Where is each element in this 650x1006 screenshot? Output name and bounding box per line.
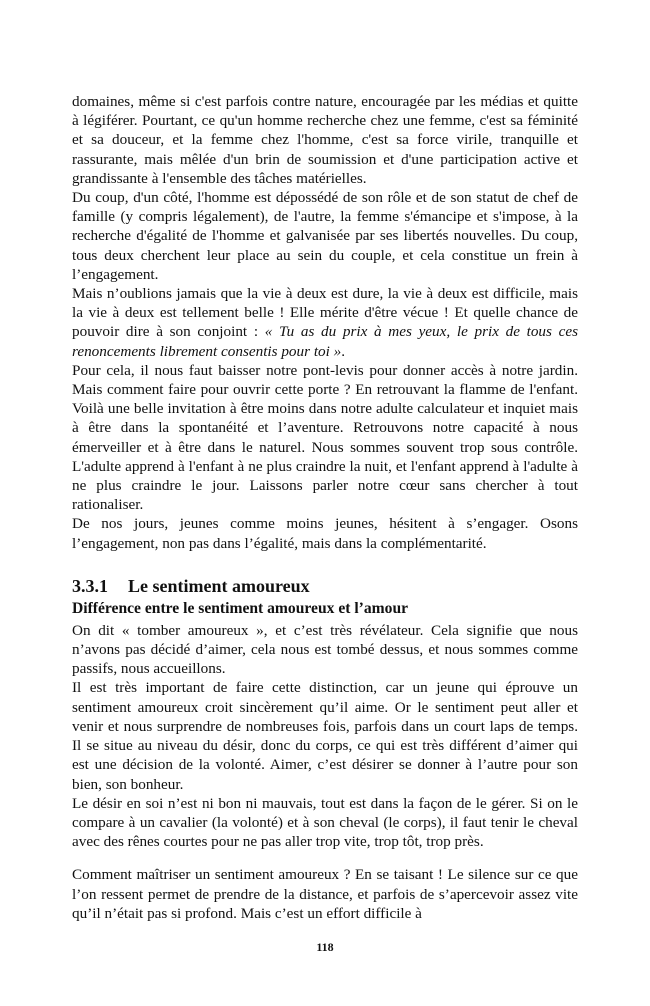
paragraph: Du coup, d'un côté, l'homme est dépossédé de son rôle et de son statut de chef de famille (y compris légalement), de l'autre, la femme s'émancipe et s'impose, à la recherche d'égalité de l'homme et galvanisée par ses libertés nouvelles. Du coup, tous deux cherchent leur place au sein du couple, et cela constitue un frein à l’engagement. bbox=[72, 189, 578, 283]
paragraph-end: . bbox=[341, 342, 346, 360]
section-heading bbox=[72, 574, 578, 598]
paragraph: De nos jours, jeunes comme moins jeunes, hésitent à s’engager. Osons l’engagement, non pas dans l’égalité, mais dans la complémentarité. bbox=[72, 515, 578, 552]
paragraph: Pour cela, il nous faut baisser notre pont-levis pour donner accès à notre jardin. Mais comment faire pour ouvrir cette porte ? En retrouvant la flamme de l'enfant. Voilà une belle invitation à être moins dans notre adulte calculateur et inquiet mais à être dans la spontanéité et l’aventure. Retrouvons notre capacité à nous émerveiller et à être dans le naturel. Nous sommes souvent trop sous contrôle. L'adulte apprend à l'enfant à ne plus craindre la nuit, et l'enfant apprend à l'adulte à ne plus craindre le jour. Laissons parler notre cœur sans chercher à tout rationaliser. bbox=[72, 361, 578, 514]
paragraph: domaines, même si c'est parfois contre nature, encouragée par les médias et quitte à légiférer. Pourtant, ce qu'un homme recherche chez une femme, c'est sa féminité et sa douceur, et la femme chez l'homme, c'est sa force virile, tranquille et rassurante, mais mêlée d'un brin de soumission et d'une participation active et grandissante à l'ensemble des tâches matérielles. bbox=[72, 93, 578, 187]
paragraph: Le désir en soi n’est ni bon ni mauvais, tout est dans la façon de le gérer. Si on le compare à un cavalier (la volonté) et à son cheval (le corps), il faut tenir le cheval avec des rênes courtes pour ne pas aller trop vite, trop tôt, trop près. bbox=[72, 794, 578, 851]
paragraph-text: Mais n’oublions jamais que la vie à deux est dure, la vie à deux est difficile, mais la vie à deux est tellement belle ! Elle mérite d'être vécue ! Et quelle chance de pouvoir dire à son conjoint : bbox=[72, 285, 578, 341]
paragraph: On dit « tomber amoureux », et c’est très révélateur. Cela signifie que nous n’avons pas décidé d’aimer, cela nous est tombé dessus, et nous sommes comme passifs, nous accueillons. bbox=[72, 621, 578, 678]
paragraph: Il est très important de faire cette distinction, car un jeune qui éprouve un sentiment amoureux croit sincèrement qu’il aime. Or le sentiment peut aller et venir et nous surprendre de nombreuses fois, parfois dans un court laps de temps. Il se situe au niveau du désir, donc du corps, ce qui est très différent d’aimer qui est une décision de la volonté. Aimer, c’est désirer se donner à l’autre pour son bien, son bonheur. bbox=[72, 679, 578, 793]
section-number: 3.3.1 bbox=[72, 575, 108, 596]
page-number: 118 bbox=[316, 940, 334, 954]
paragraph: Comment maîtriser un sentiment amoureux ? En se taisant ! Le silence sur ce que l’on ressent permet de prendre de la distance, et parfois de s’apercevoir assez vite qu’il n’était pas si profond. Mais c’est un effort difficile à bbox=[72, 866, 578, 922]
section-title: Le sentiment amoureux bbox=[128, 575, 310, 596]
page-body bbox=[72, 92, 578, 923]
subsection-heading: Différence entre le sentiment amoureux et l’amour bbox=[72, 599, 409, 617]
paragraph-with-quote bbox=[72, 284, 578, 361]
italic-quote: « Tu as du prix à mes yeux, le prix de tous ces renoncements librement consentis pour toi » bbox=[72, 323, 578, 360]
